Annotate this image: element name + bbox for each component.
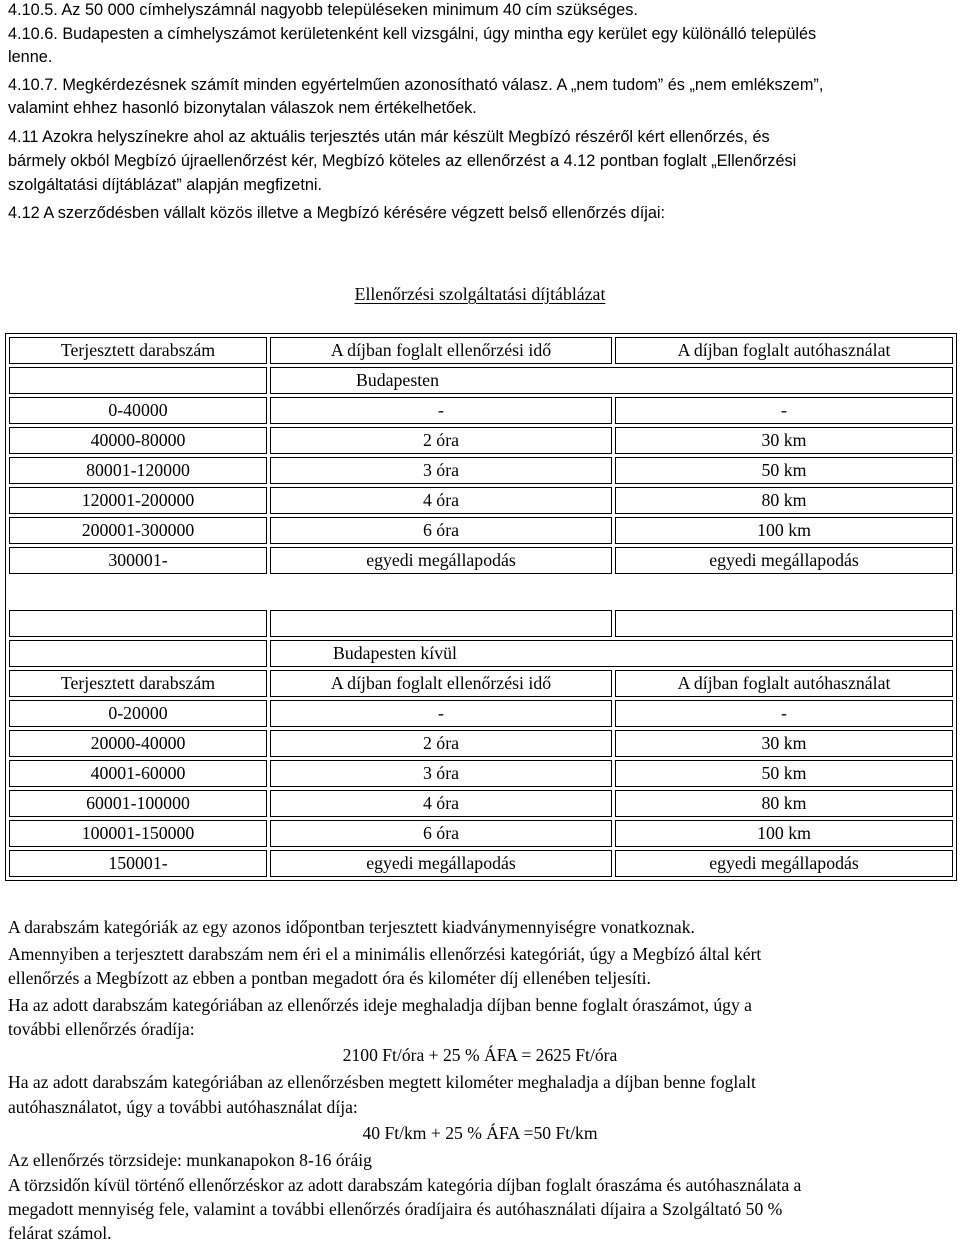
fee-table — [5, 333, 957, 881]
table-row — [9, 487, 953, 514]
table-cell: - — [270, 397, 612, 424]
spacer-row — [9, 610, 953, 637]
section-label: Budapesten — [270, 367, 953, 394]
table-cell: 150001- — [9, 850, 267, 877]
table-cell: 6 óra — [270, 820, 612, 847]
header-cell: A díjban foglalt ellenőrzési idő — [270, 337, 612, 364]
table-cell: 100 km — [615, 517, 953, 544]
para-412: 4.12 A szerződésben vállalt közös illetve a Megbízó kérésére végzett belső ellenőrzés díjai: — [8, 204, 666, 222]
note-line: A törzsidőn kívül történő ellenőrzéskor az adott darabszám kategória díjban foglalt óraszáma és autóhasználata a — [8, 1175, 802, 1195]
table-row — [9, 397, 953, 424]
empty-cell — [9, 640, 267, 667]
empty-cell — [9, 367, 267, 394]
empty-cell — [9, 610, 267, 637]
table-cell: 40000-80000 — [9, 427, 267, 454]
intro-line: 4.10.6. Budapesten a címhelyszámot kerületenként kell vizsgálni, úgy mintha egy kerület egy különálló település — [8, 25, 817, 43]
header-cell: A díjban foglalt autóhasználat — [615, 337, 953, 364]
note-line: további ellenőrzés óradíja: — [8, 1019, 195, 1039]
note-line: ellenőrzés a Megbízott az ebben a pontban megadott óra és kilométer díj ellenében teljesíti. — [8, 968, 651, 988]
table-cell: 50 km — [615, 760, 953, 787]
note-line: megadott mennyiség fele, valamint a további ellenőrzés óradíjaira és autóhasználati díjaira a Szolgáltató 50 % — [8, 1199, 783, 1219]
table-cell: 60001-100000 — [9, 790, 267, 817]
table-row — [9, 820, 953, 847]
table-row — [9, 517, 953, 544]
table-cell: 3 óra — [270, 457, 612, 484]
table-cell: 20000-40000 — [9, 730, 267, 757]
header-cell: A díjban foglalt autóhasználat — [615, 670, 953, 697]
table-cell: 300001- — [9, 547, 267, 574]
spacer-row — [9, 577, 953, 607]
table-cell: 100001-150000 — [9, 820, 267, 847]
note-line: Az ellenőrzés törzsideje: munkanapokon 8-16 óráig — [8, 1150, 372, 1170]
table-cell: 30 km — [615, 427, 953, 454]
table-cell: egyedi megállapodás — [270, 850, 612, 877]
header-cell: Terjesztett darabszám — [9, 337, 267, 364]
header-cell: A díjban foglalt ellenőrzési idő — [270, 670, 612, 697]
table-cell: 80001-120000 — [9, 457, 267, 484]
table-cell: egyedi megállapodás — [270, 547, 612, 574]
note-line: felárat számol. — [8, 1223, 112, 1243]
formula-hourly: 2100 Ft/óra + 25 % ÁFA = 2625 Ft/óra — [342, 1045, 618, 1065]
table-cell: 100 km — [615, 820, 953, 847]
table-cell: egyedi megállapodás — [615, 850, 953, 877]
formula-km: 40 Ft/km + 25 % ÁFA =50 Ft/km — [362, 1123, 598, 1143]
table-row — [9, 760, 953, 787]
table-row — [9, 790, 953, 817]
table-row — [9, 547, 953, 574]
para-411-line: bármely okból Megbízó újraellenőrzést kér, Megbízó köteles az ellenőrzést a 4.12 pontban foglalt „Ellenőrzési — [8, 152, 797, 170]
table-row — [9, 850, 953, 877]
table-title: Ellenőrzési szolgáltatási díjtáblázat — [354, 284, 606, 304]
section-label: Budapesten kívül — [270, 640, 953, 667]
section-row-outside — [9, 640, 953, 667]
table-cell: egyedi megállapodás — [615, 547, 953, 574]
table-cell: 0-40000 — [9, 397, 267, 424]
table-cell: 30 km — [615, 730, 953, 757]
table-cell: 4 óra — [270, 790, 612, 817]
empty-cell — [270, 577, 612, 607]
intro-line: valamint ehhez hasonló bizonytalan válaszok nem értékelhetőek. — [8, 99, 477, 117]
intro-line: lenne. — [8, 48, 53, 66]
empty-cell — [270, 610, 612, 637]
table-cell: - — [615, 700, 953, 727]
table-cell: 40001-60000 — [9, 760, 267, 787]
empty-cell — [615, 577, 953, 607]
note-line: Ha az adott darabszám kategóriában az ellenőrzésben megtett kilométer meghaladja a díjban benne foglalt — [8, 1072, 756, 1092]
table-header-row — [9, 337, 953, 364]
note-line: autóhasználatot, úgy a további autóhasználat díja: — [8, 1097, 358, 1117]
table-cell: 6 óra — [270, 517, 612, 544]
table-cell: 80 km — [615, 790, 953, 817]
table-cell: 2 óra — [270, 427, 612, 454]
table-cell: 120001-200000 — [9, 487, 267, 514]
para-411-line: 4.11 Azokra helyszínekre ahol az aktuális terjesztés után már készült Megbízó részéről kért ellenőrzés, és — [8, 128, 770, 146]
table-row — [9, 730, 953, 757]
note-line: A darabszám kategóriák az egy azonos időpontban terjesztett kiadványmennyiségre vonatkoznak. — [8, 917, 695, 937]
empty-cell — [9, 577, 267, 607]
table-cell: 3 óra — [270, 760, 612, 787]
table-cell: - — [270, 700, 612, 727]
table-cell: 0-20000 — [9, 700, 267, 727]
table-cell: 80 km — [615, 487, 953, 514]
table-row — [9, 427, 953, 454]
table-cell: - — [615, 397, 953, 424]
table-cell: 2 óra — [270, 730, 612, 757]
table-header-row — [9, 670, 953, 697]
empty-cell — [615, 610, 953, 637]
table-cell: 4 óra — [270, 487, 612, 514]
section-row-budapest — [9, 367, 953, 394]
table-cell: 200001-300000 — [9, 517, 267, 544]
table-row — [9, 457, 953, 484]
table-row — [9, 700, 953, 727]
note-line: Ha az adott darabszám kategóriában az ellenőrzés ideje meghaladja díjban benne foglalt óraszámot, úgy a — [8, 995, 752, 1015]
intro-line: 4.10.5. Az 50 000 címhelyszámnál nagyobb településeken minimum 40 cím szükséges. — [8, 1, 638, 19]
table-cell: 50 km — [615, 457, 953, 484]
note-line: Amennyiben a terjesztett darabszám nem éri el a minimális ellenőrzési kategóriát, úgy a Megbízó által kért — [8, 944, 762, 964]
header-cell: Terjesztett darabszám — [9, 670, 267, 697]
intro-line: 4.10.7. Megkérdezésnek számít minden egyértelműen azonosítható válasz. A „nem tudom” és „nem emlékszem”, — [8, 76, 824, 94]
para-411-line: szolgáltatási díjtáblázat” alapján megfizetni. — [8, 176, 323, 194]
